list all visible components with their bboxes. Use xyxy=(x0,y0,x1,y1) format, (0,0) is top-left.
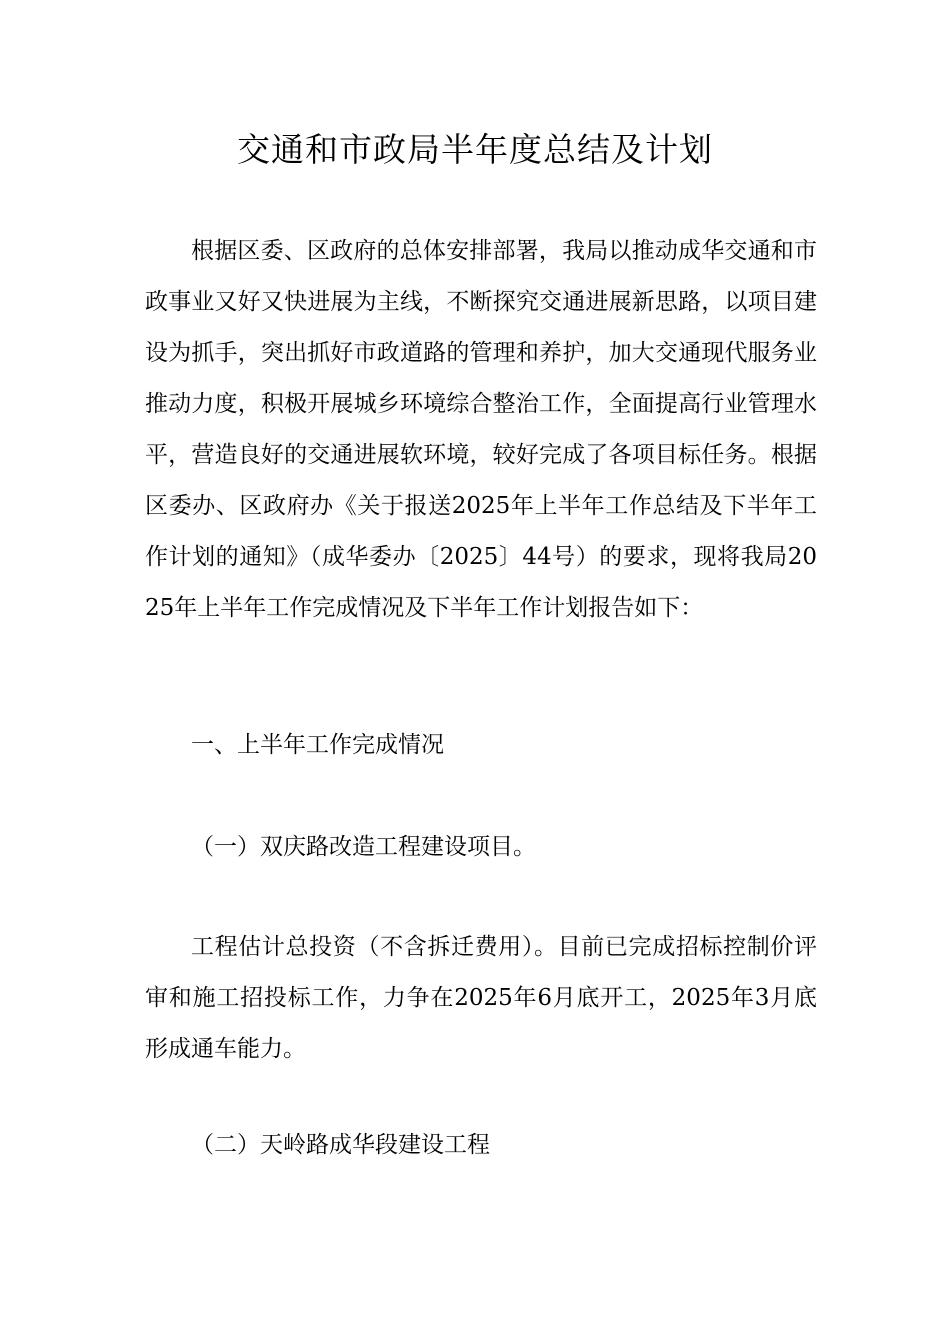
subsection-heading-2: （二）天岭路成华段建设工程 xyxy=(191,1132,490,1158)
intro-paragraph: 根据区委、区政府的总体安排部署，我局以推动成华交通和市政事业又好又快进展为主线，不断探究交通进展新思路，以项目建设为抓手，突出抓好市政道路的管理和养护，加大交通现代服务业推动力度，积极开展城乡环境综合整治工作，全面提高行业管理水平，营造良好的交通进展软环境，较好完成了各项目标任务。根据区委办、区政府办《关于报送2025年上半年工作总结及下半年工作计划的通知》（成华委办〔2025〕44号）的要求，现将我局2025年上半年工作完成情况及下半年工作计划报告如下： xyxy=(145,238,817,621)
subsection-1-paragraph: 工程估计总投资（不含拆迁费用）。目前已完成招标控制价评审和施工招投标工作，力争在2025年6月底开工，2025年3月底形成通车能力。 xyxy=(145,934,817,1062)
section-heading-1: 一、上半年工作完成情况 xyxy=(191,732,444,758)
document-title: 交通和市政局半年度总结及计划 xyxy=(237,130,713,169)
subsection-heading-1: （一）双庆路改造工程建设项目。 xyxy=(191,834,536,860)
